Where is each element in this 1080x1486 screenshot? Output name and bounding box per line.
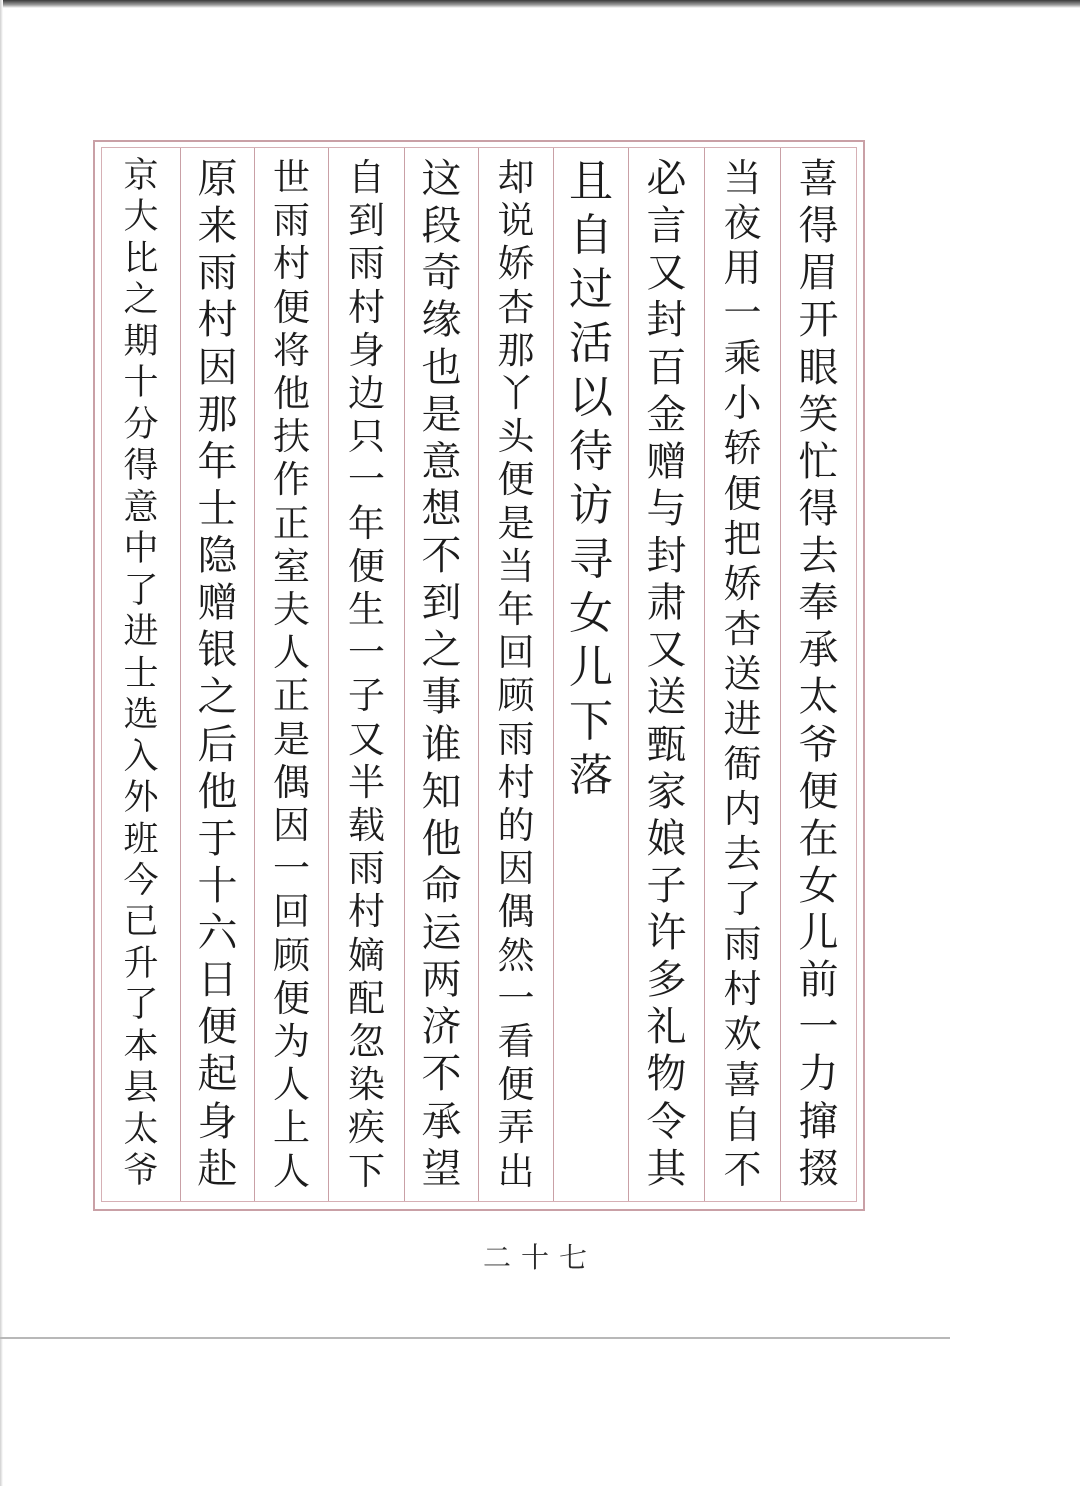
- manuscript-character: 夫: [273, 588, 310, 632]
- manuscript-character: 疾: [348, 1106, 385, 1150]
- manuscript-character: 了: [123, 985, 159, 1026]
- manuscript-character: 又: [348, 717, 385, 761]
- manuscript-character: 娇: [723, 561, 762, 606]
- manuscript-character: 却: [497, 156, 535, 199]
- manuscript-character: 日: [197, 957, 238, 1004]
- manuscript-character: 中: [123, 529, 159, 570]
- manuscript-character: 到: [421, 580, 462, 627]
- manuscript-character: 济: [421, 1004, 462, 1051]
- scan-bottom-rule: [0, 1337, 950, 1339]
- page-number: 二十七: [482, 1241, 597, 1274]
- manuscript-character: 他: [273, 372, 310, 416]
- manuscript-character: 太: [123, 1109, 159, 1150]
- manuscript-character: 说: [497, 199, 535, 243]
- manuscript-character: 雨: [497, 717, 535, 761]
- manuscript-character: 人: [273, 1149, 310, 1193]
- manuscript-character: 儿: [798, 910, 839, 956]
- manuscript-character: 封: [646, 297, 687, 344]
- manuscript-character: 多: [646, 957, 687, 1004]
- manuscript-character: 也: [421, 344, 462, 391]
- manuscript-character: 女: [798, 862, 839, 909]
- manuscript-character: 偶: [497, 890, 535, 934]
- manuscript-character: 升: [123, 943, 159, 984]
- manuscript-character: 载: [348, 804, 385, 848]
- manuscript-character: 起: [197, 1051, 238, 1098]
- manuscript-character: 金: [646, 391, 687, 438]
- manuscript-character: 因: [497, 847, 535, 891]
- manuscript-character: 作: [273, 458, 310, 502]
- manuscript-character: 小: [723, 381, 762, 426]
- manuscript-character: 娇: [497, 242, 535, 286]
- manuscript-character: 世: [273, 156, 310, 199]
- manuscript-character: 进: [123, 612, 159, 653]
- manuscript-character: 段: [421, 203, 462, 250]
- manuscript-character: 喜: [723, 1057, 762, 1102]
- manuscript-character: 自: [348, 156, 385, 199]
- manuscript-character: 访: [569, 480, 613, 531]
- manuscript-character: 谁: [421, 721, 462, 768]
- manuscript-character: 边: [348, 372, 385, 416]
- manuscript-character: 赠: [197, 580, 238, 627]
- manuscript-character: 这: [421, 156, 462, 202]
- text-column-7: [329, 148, 404, 1201]
- manuscript-character: 衙: [723, 742, 762, 787]
- manuscript-character: 意: [421, 438, 462, 485]
- manuscript-character: 身: [348, 328, 385, 372]
- manuscript-character: 正: [273, 501, 310, 545]
- manuscript-character: 待: [569, 426, 613, 477]
- manuscript-character: 得: [798, 485, 839, 532]
- manuscript-character: 进: [723, 696, 762, 741]
- manuscript-character: 撺: [798, 1098, 839, 1145]
- manuscript-character: 选: [123, 695, 159, 736]
- manuscript-character: 落: [569, 750, 613, 801]
- manuscript-character: 的: [497, 804, 535, 848]
- manuscript-character: 一: [798, 1004, 839, 1051]
- manuscript-character: 那: [197, 391, 238, 438]
- manuscript-character: 头: [497, 415, 535, 459]
- manuscript-character: 那: [497, 328, 535, 372]
- manuscript-character: 奇: [421, 250, 462, 297]
- manuscript-character: 士: [197, 485, 238, 532]
- manuscript-character: 之: [197, 674, 238, 721]
- manuscript-character: 开: [798, 297, 839, 344]
- manuscript-character: 因: [273, 804, 310, 848]
- manuscript-character: 知: [421, 768, 462, 815]
- manuscript-character: 是: [497, 501, 535, 545]
- manuscript-character: 一: [273, 847, 310, 891]
- manuscript-character: 乘: [723, 336, 762, 381]
- manuscript-character: 言: [646, 203, 687, 250]
- manuscript-character: 一: [348, 631, 385, 675]
- manuscript-character: 雨: [723, 922, 762, 967]
- text-column-5: [479, 148, 553, 1201]
- manuscript-character: 看: [497, 1020, 535, 1064]
- manuscript-character: 出: [497, 1149, 535, 1193]
- manuscript-character: 京: [123, 156, 159, 196]
- manuscript-character: 顾: [273, 933, 310, 977]
- manuscript-character: 于: [197, 815, 238, 862]
- manuscript-character: 村: [497, 760, 535, 804]
- manuscript-character: 便: [197, 1004, 238, 1051]
- manuscript-character: 欢: [723, 1012, 762, 1057]
- manuscript-character: 两: [421, 957, 462, 1004]
- manuscript-character: 将: [273, 328, 310, 372]
- manuscript-character: 一: [348, 458, 385, 502]
- manuscript-character: 年: [197, 438, 238, 485]
- manuscript-character: 然: [497, 933, 535, 977]
- manuscript-character: 爷: [798, 721, 839, 768]
- manuscript-character: 原: [197, 156, 238, 202]
- manuscript-character: 自: [723, 1102, 762, 1147]
- manuscript-character: 肃: [646, 580, 687, 627]
- manuscript-character: 六: [197, 910, 238, 956]
- manuscript-character: 期: [123, 321, 159, 362]
- manuscript-character: 人: [273, 1063, 310, 1107]
- manuscript-character: 到: [348, 199, 385, 243]
- manuscript-character: 当: [497, 544, 535, 588]
- manuscript-character: 把: [723, 516, 762, 561]
- text-column-8: [255, 148, 328, 1201]
- manuscript-character: 他: [197, 768, 238, 815]
- manuscript-character: 望: [421, 1145, 462, 1192]
- manuscript-character: 礼: [646, 1004, 687, 1051]
- manuscript-character: 又: [646, 250, 687, 297]
- manuscript-character: 忽: [348, 1020, 385, 1064]
- manuscript-character: 甄: [646, 721, 687, 768]
- manuscript-character: 家: [646, 768, 687, 815]
- manuscript-character: 命: [421, 862, 462, 909]
- manuscript-character: 村: [348, 285, 385, 329]
- manuscript-character: 村: [197, 297, 238, 344]
- manuscript-character: 送: [723, 651, 762, 696]
- manuscript-character: 娘: [646, 815, 687, 862]
- manuscript-character: 人: [273, 631, 310, 675]
- manuscript-character: 村: [348, 890, 385, 934]
- manuscript-character: 来: [197, 203, 238, 250]
- manuscript-character: 便: [273, 285, 310, 329]
- manuscript-character: 染: [348, 1063, 385, 1107]
- manuscript-character: 上: [273, 1106, 310, 1150]
- manuscript-character: 回: [273, 890, 310, 934]
- text-column-6: [405, 148, 478, 1201]
- manuscript-character: 用: [723, 246, 762, 291]
- manuscript-character: 想: [421, 485, 462, 532]
- manuscript-character: 寻: [569, 534, 613, 585]
- manuscript-character: 去: [798, 533, 839, 579]
- manuscript-character: 当: [723, 156, 762, 200]
- manuscript-character: 不: [723, 1147, 762, 1192]
- manuscript-character: 雨: [273, 199, 310, 243]
- manuscript-character: 赠: [646, 438, 687, 485]
- manuscript-character: 女: [569, 588, 613, 639]
- manuscript-character: 子: [646, 862, 687, 909]
- manuscript-character: 偶: [273, 760, 310, 804]
- manuscript-character: 室: [273, 544, 310, 588]
- manuscript-character: 之: [123, 280, 159, 321]
- manuscript-character: 比: [123, 238, 159, 279]
- manuscript-character: 一: [723, 291, 762, 336]
- manuscript-character: 身: [197, 1098, 238, 1145]
- text-column-2: [705, 148, 780, 1201]
- manuscript-character: 前: [798, 957, 839, 1004]
- manuscript-character: 下: [348, 1149, 385, 1193]
- manuscript-character: 承: [798, 627, 839, 674]
- manuscript-character: 班: [123, 819, 159, 860]
- manuscript-character: 十: [197, 862, 238, 909]
- manuscript-character: 为: [273, 1020, 310, 1064]
- manuscript-character: 赴: [197, 1145, 238, 1192]
- manuscript-character: 许: [646, 910, 687, 956]
- manuscript-character: 眉: [798, 250, 839, 297]
- text-column-9: [181, 148, 254, 1201]
- manuscript-character: 回: [497, 631, 535, 675]
- text-column-10: [102, 148, 180, 1201]
- manuscript-character: 是: [421, 391, 462, 438]
- manuscript-character: 村: [273, 242, 310, 286]
- manuscript-character: 下: [569, 696, 613, 747]
- manuscript-character: 物: [646, 1051, 687, 1098]
- manuscript-character: 爷: [123, 1151, 159, 1192]
- manuscript-character: 过: [569, 264, 613, 315]
- manuscript-character: 分: [123, 404, 159, 445]
- manuscript-character: 必: [646, 156, 687, 202]
- manuscript-character: 是: [273, 717, 310, 761]
- manuscript-character: 便: [348, 544, 385, 588]
- manuscript-character: 之: [421, 627, 462, 674]
- manuscript-character: 了: [723, 877, 762, 922]
- manuscript-character: 承: [421, 1098, 462, 1145]
- manuscript-character: 儿: [569, 642, 613, 693]
- manuscript-character: 活: [569, 318, 613, 369]
- manuscript-character: 掇: [798, 1145, 839, 1192]
- manuscript-character: 雨: [348, 847, 385, 891]
- manuscript-character: 忙: [798, 438, 839, 485]
- manuscript-character: 便: [723, 471, 762, 516]
- manuscript-character: 眼: [798, 344, 839, 391]
- scan-top-edge: [0, 0, 1080, 8]
- manuscript-character: 事: [421, 674, 462, 721]
- manuscript-character: 杏: [723, 606, 762, 651]
- manuscript-character: 其: [646, 1145, 687, 1192]
- manuscript-character: 且: [569, 156, 613, 207]
- manuscript-character: 笑: [798, 391, 839, 438]
- text-column-1: [781, 148, 856, 1201]
- manuscript-character: 他: [421, 815, 462, 862]
- manuscript-character: 了: [123, 570, 159, 611]
- manuscript-character: 运: [421, 910, 462, 956]
- manuscript-character: 便: [497, 1063, 535, 1107]
- manuscript-character: 令: [646, 1098, 687, 1145]
- manuscript-character: 杏: [497, 285, 535, 329]
- manuscript-character: 缘: [421, 297, 462, 344]
- manuscript-character: 喜: [798, 156, 839, 202]
- manuscript-character: 弄: [497, 1106, 535, 1150]
- manuscript-character: 顾: [497, 674, 535, 718]
- manuscript-character: 一: [497, 976, 535, 1020]
- manuscript-character: 去: [723, 832, 762, 877]
- manuscript-character: 已: [123, 902, 159, 943]
- manuscript-character: 不: [421, 1051, 462, 1098]
- manuscript-character: 子: [348, 674, 385, 718]
- manuscript-character: 封: [646, 533, 687, 579]
- manuscript-character: 年: [497, 588, 535, 632]
- manuscript-character: 村: [723, 967, 762, 1012]
- text-column-4: [554, 148, 628, 1201]
- manuscript-character: 生: [348, 588, 385, 632]
- manuscript-character: 正: [273, 674, 310, 718]
- manuscript-character: 得: [798, 203, 839, 250]
- manuscript-character: 雨: [348, 242, 385, 286]
- manuscript-character: 便: [273, 976, 310, 1020]
- manuscript-character: 力: [798, 1051, 839, 1098]
- manuscript-character: 与: [646, 485, 687, 532]
- manuscript-character: 便: [798, 768, 839, 815]
- manuscript-character: 士: [123, 653, 159, 694]
- manuscript-character: 扶: [273, 415, 310, 459]
- manuscript-character: 隐: [197, 533, 238, 579]
- manuscript-character: 今: [123, 860, 159, 901]
- manuscript-character: 送: [646, 674, 687, 721]
- manuscript-character: 以: [569, 372, 613, 423]
- manuscript-character: 轿: [723, 426, 762, 471]
- manuscript-character: 百: [646, 344, 687, 391]
- manuscript-character: 银: [197, 627, 238, 674]
- manuscript-character: 意: [123, 487, 159, 528]
- manuscript-character: 因: [197, 344, 238, 391]
- manuscript-character: 内: [723, 787, 762, 832]
- manuscript-character: 雨: [197, 250, 238, 297]
- manuscript-character: 入: [123, 736, 159, 777]
- manuscript-character: 得: [123, 446, 159, 487]
- manuscript-character: 半: [348, 760, 385, 804]
- manuscript-character: 夜: [723, 201, 762, 246]
- manuscript-character: 奉: [798, 580, 839, 627]
- manuscript-character: 又: [646, 627, 687, 674]
- manuscript-character: 便: [497, 458, 535, 502]
- manuscript-character: 配: [348, 976, 385, 1020]
- manuscript-character: 不: [421, 533, 462, 579]
- manuscript-character: 丫: [497, 372, 535, 416]
- manuscript-character: 外: [123, 778, 159, 819]
- manuscript-character: 只: [348, 415, 385, 459]
- manuscript-character: 十: [123, 363, 159, 404]
- text-column-3: [629, 148, 704, 1201]
- manuscript-character: 嫡: [348, 933, 385, 977]
- manuscript-character: 县: [123, 1068, 159, 1109]
- manuscript-character: 大: [123, 197, 159, 238]
- manuscript-character: 年: [348, 501, 385, 545]
- manuscript-character: 自: [569, 210, 613, 261]
- manuscript-character: 本: [123, 1026, 159, 1067]
- manuscript-character: 太: [798, 674, 839, 721]
- manuscript-character: 后: [197, 721, 238, 768]
- manuscript-character: 在: [798, 815, 839, 862]
